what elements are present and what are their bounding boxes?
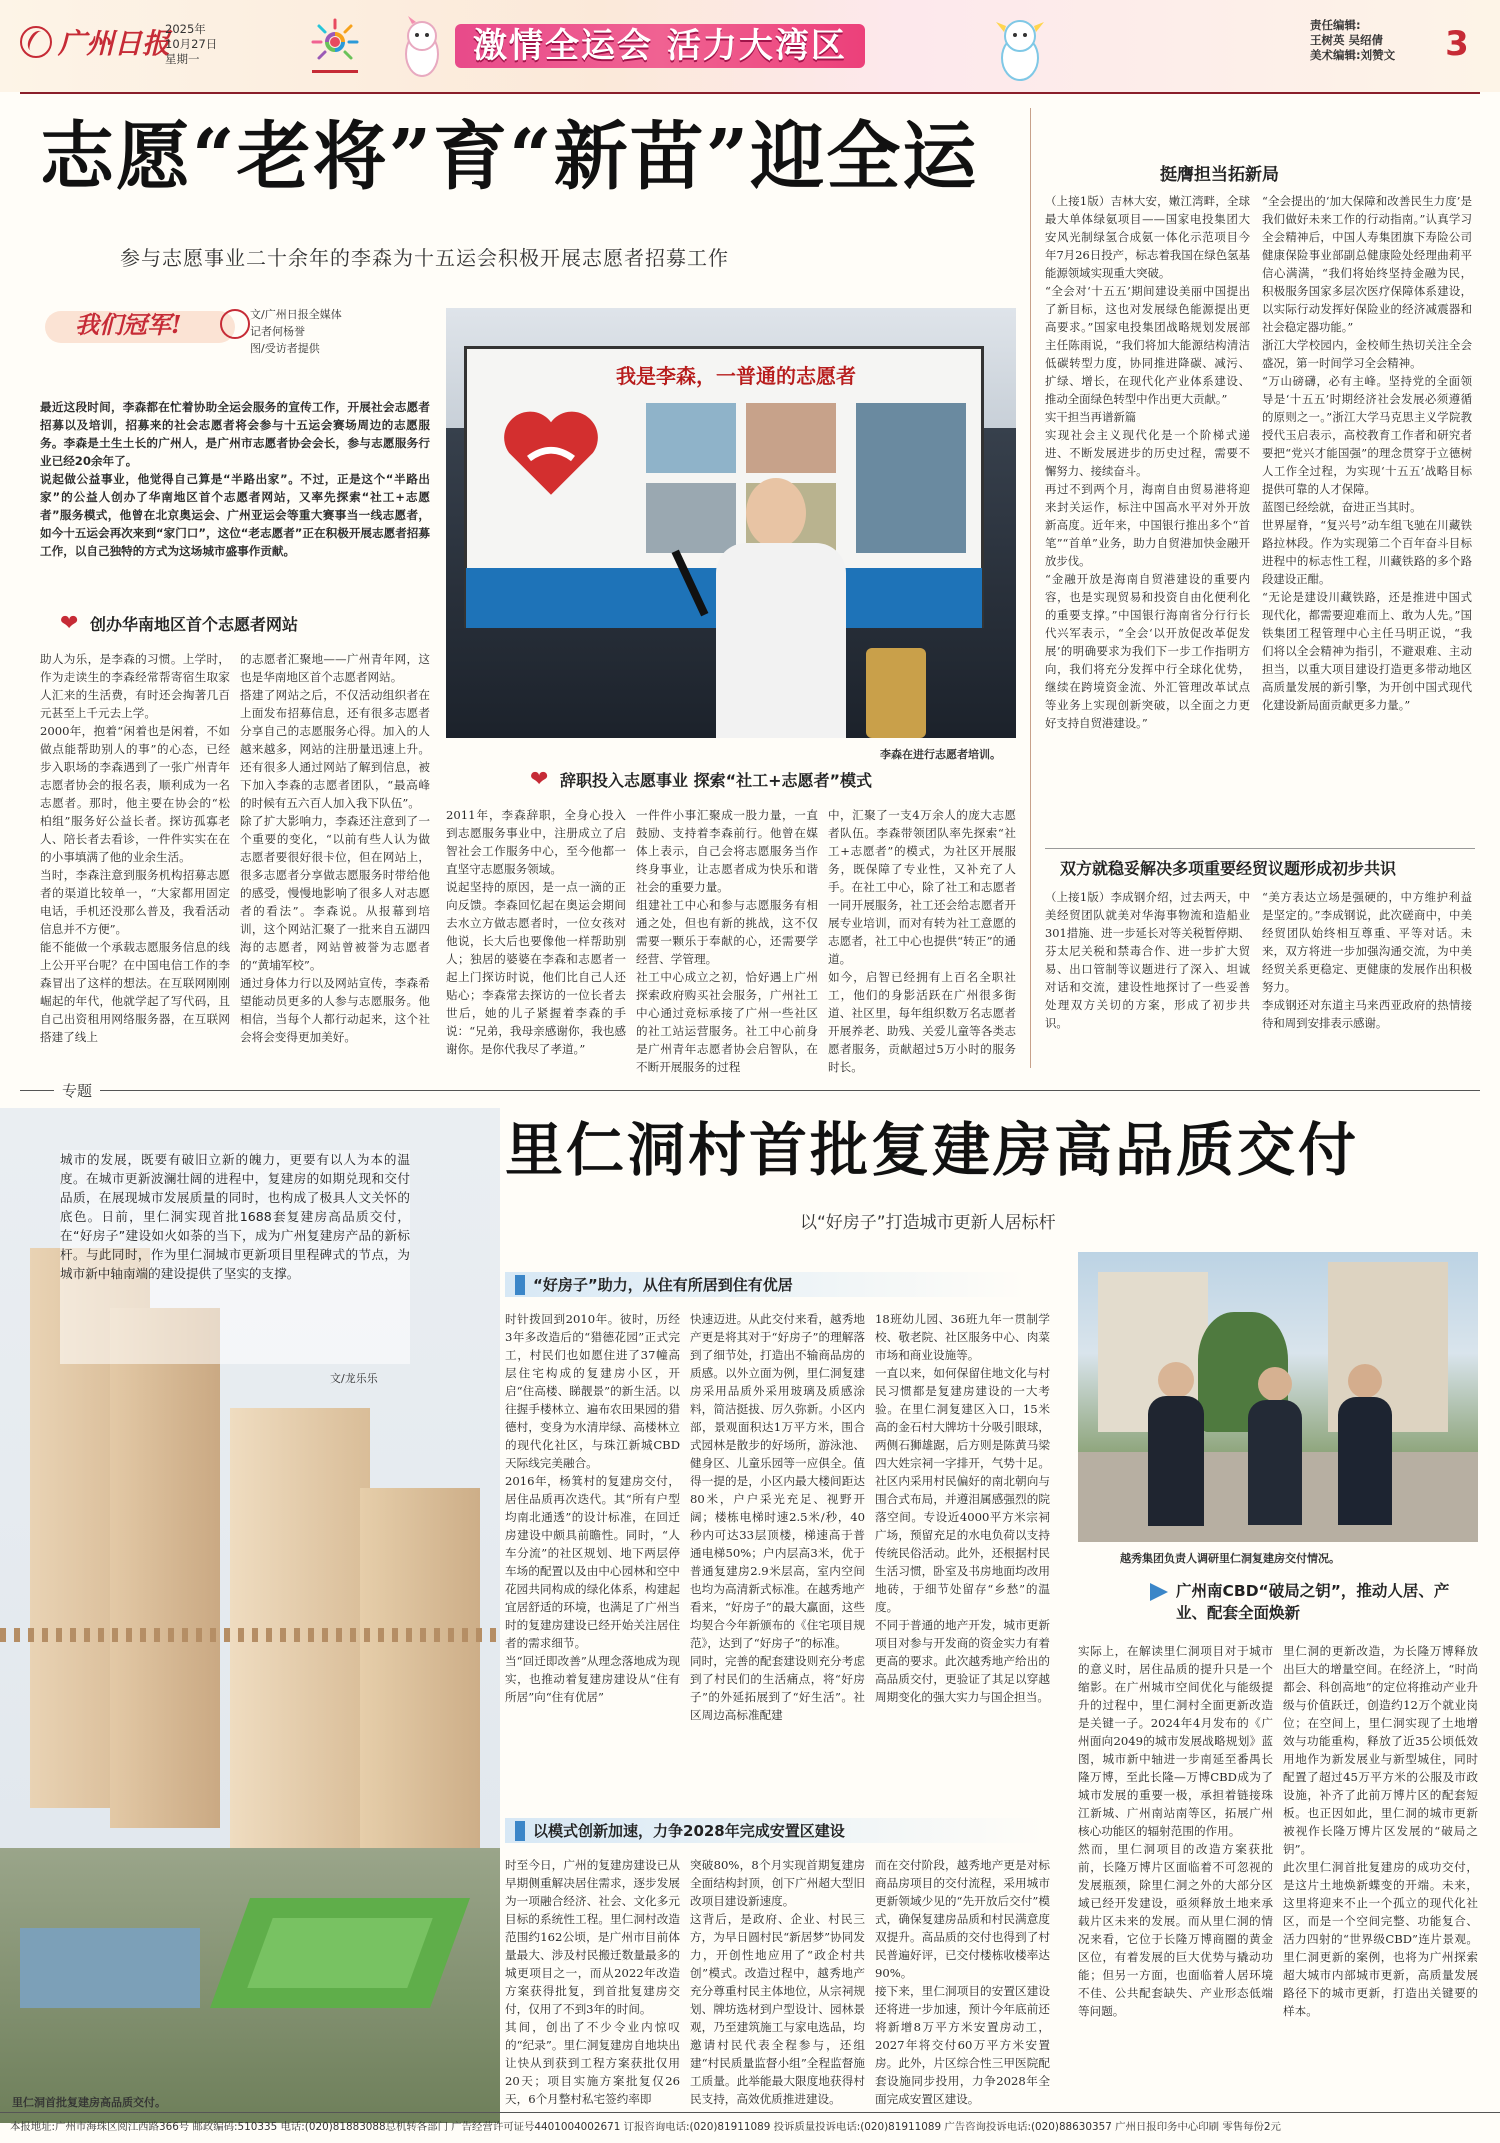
section2-column-3: 中，汇聚了一支4万余人的庞大志愿者队伍。李森带领团队率先探索“社工+志愿者”的模式，为社区开展服务，既保障了专业性，又补充了人手。在社工中心，除了社工和志愿者一同开展服务，社工还会给志愿者开展专业培训，而对有转为社工意愿的志愿者，社工中心也提供“转正”的通道。 如今，启智已经拥有上百名全职社工，他们的身影活跃在广州很多街道、社区里，每年组织数万名志愿者开展养老、助残、关爱儿童等各类志愿者服务，贡献超过5万小时的服务时长。 (828, 808, 1016, 1074)
chevron-icon (1150, 1583, 1168, 1601)
section2-column-1: 2011年，李森辞职，全身心投入到志愿服务事业中，注册成立了启智社会工作服务中心，至今他都一直坚守志愿服务领域。 说起坚持的原因，是一点一滴的正向反馈。李森回忆起在奥运会期间去水立方做志愿者时，一位女孩对他说，长大后也要像他一样帮助别人；独居的婆婆在李森和志愿者一起上门探访时说，他们比自己人还贴心；李森常去探访的一位长者去世后，她的儿子紧握着李森的手说：“兄弟，我母亲感谢你，我也感谢你。是你代我尽了孝道。” (446, 808, 626, 1056)
feature-byline: 文/龙乐乐 (330, 1372, 378, 1385)
right-section-2-title: 双方就稳妥解决多项重要经贸议题形成初步共识 (1060, 859, 1397, 878)
photo-caption: 李森在进行志愿者培训。 (880, 748, 1001, 761)
feature-headline: 里仁洞村首批复建房高品质交付 (505, 1116, 1360, 1184)
section-heading-1: ❤ 创办华南地区首个志愿者网站 (60, 610, 299, 636)
section-heading-2: ❤ 辞职投入志愿事业 探索“社工+志愿者”模式 (530, 766, 873, 792)
feature-column-5: 里仁洞的更新改造，为长隆万博释放出巨大的增量空间。在经济上，“时尚都会、科创高地”的定位将推动产业升级与价值跃迁，创造约12万个就业岗位；在空间上，里仁洞实现了土地增效与功能重构，释放了近35公顷低效用地作为新发展业与新型城住，同时配置了超过45万平方米的公服及市政设施，补齐了此前万博片区的配套短板。也正因如此，里仁洞的城市更新被视作长隆万博片区发展的“破局之钥”。 此次里仁洞首批复建房的成功交付，是这片土地焕新蝶变的开端。未来，这里将迎来不止一个孤立的现代化社区，而是一个空间完整、功能复合、活力四射的“世界级CBD”连片景观。里仁洞更新的案例，也将为广州探索超大城市内部城市更新，高质量发展路径下的城市更新，打造出关键要的样本。 (1283, 1644, 1478, 2018)
feature-column-1: 时针拨回到2010年。彼时，历经3年多改造后的“猎德花园”正式完工，村民们也如愿住进了37幢高层住宅构成的复建房小区，开启“住高楼、睇靓景”的新生活。以往握手楼林立、遍布农田果园的猎德村，变身为水清岸绿、高楼林立的现代化社区，与珠江新城CBD天际线完美融合。 2016年，杨箕村的复建房交付，居住品质再次迭代。其“所有户型均南北通透”的设计标准，在回迁房建设中颇具前瞻性。同时，“人车分流”的社区规划、地下两层停车场的配置以及由中心园林和空中花园共同构成的绿化体系，构建起宜居舒适的环境，也满足了广州当时的复建房建设已经开始关注居住者的需求细节。 当“回迁即改善”从理念落地成为现实，也推动着复建房建设从“住有所居”向“住有优居” (505, 1312, 680, 1704)
heart-icon-2: ❤ (530, 766, 549, 792)
right-column-2: “全会提出的‘加大保障和改善民生力度’是我们做好未来工作的行动指南。”认真学习全会精神后，中国人寿集团旗下寿险公司健康保险事业部副总健康险处经理曲莉平信心满满，“我们将始终坚持金融为民，积极服务国家多层次医疗保障体系建设，以实际行动发挥好保险业的经济减震器和社会稳定器功能。” 浙江大学校园内，金校师生热切关注全会盛况，第一时间学习全会精神。 “万山磅礴，必有主峰。坚持党的全面领导是‘十五五’时期经济社会发展必须遵循的原则之一。”浙江大学马克思主义学院教授代玉启表示，高校教育工作者和研究者要把“党兴才能国强”的理念贯穿于立德树人工作全过程，为实现‘十五五’战略目标提供可靠的人才保障。 蓝图已经绘就，奋进正当其时。 世界屋脊，“复兴号”动车组飞驰在川藏铁路拉林段。作为实现第二个百年奋斗目标进程中的标志性工程，川藏铁路的多个路段建设正酣。 “无论是建设川藏铁路，还是推进中国式现代化，都需要迎难而上、敢为人先。”国铁集团工程管理中心主任马明正说，“我们将以全会精神为指引，不避艰难、主动担当，以重大项目建设打造更多带动地区高质量发展的新引擎，为开创中国式现代化建设新局面贡献更多力量。” (1262, 194, 1472, 712)
section2-column-2: 一件件小事汇聚成一股力量，一直鼓励、支持着李森前行。他曾在媒体上表示，自己会将志愿服务当作终身事业，让志愿者成为快乐和谐社会的重要力量。 组建社工中心和参与志愿服务有相通之处，但也有新的挑战，这不仅需要一颗乐于奉献的心，还需要学经营、学管理。 社工中心成立之初，恰好遇上广州探索政府购买社会服务，广州社工中心通过竞标承接了广州一些社区的社工站运营服务。社工中心前身是广州青年志愿者协会启智队，在不断开展服务的过程 (636, 808, 818, 1074)
training-photo (446, 308, 1016, 738)
feature-subheadline: 以“好房子”打造城市更新人居标杆 (800, 1213, 1056, 1233)
page-subtitle: 参与志愿事业二十余年的李森为十五运会积极开展志愿者招募工作 (120, 246, 729, 270)
heart-logo-icon (496, 398, 606, 508)
page-title: 志愿“老将”育“新苗”迎全运 (40, 114, 979, 200)
feature-section-2-heading: 广州南CBD“破局之钥”，推动人居、产业、配套全面焕新 (1150, 1580, 1470, 1624)
section1-column-1: 助人为乐，是李森的习惯。上学时，作为走读生的李森经常帮寄宿生取家人汇来的生活费，有时还会掏著几百元甚至上千元去上学。 2000年，抱着“闲着也是闲着，不如做点能帮助别人的事”的心态，已经步入职场的李森遇到了一张广州青年志愿者协会的报名表，顺利成为一名志愿者。那时，他主要在协会的“松柏组”服务好公益长者。探访孤寡老人、陪长者去看诊，一件件实实在在的小事填满了他的业余生活。 当时，李森注意到服务机构招募志愿者的渠道比较单一，“大家都用固定电话，手机还没那么普及，我看活动信息并不方便”。 能不能做一个承载志愿服务信息的线上公开平台呢？在中国电信工作的李森冒出了这样的想法。在互联网刚刚崛起的年代，他就学起了写代码，且自己出资租用网络服务器，在互联网搭建了线上 (40, 652, 230, 1044)
right-column-divider (1030, 108, 1031, 1068)
heart-icon: ❤ (60, 610, 79, 636)
paper-logo (20, 22, 170, 62)
footer-rule (0, 2112, 1500, 2113)
feature-column-8: 而在交付阶段，越秀地产更是对标商品房项目的交付流程，采用城市更新领域少见的“先开放后交付”模式，确保复建房品质和村民满意度双提升。高品质的交付也得到了村民普遍好评，已交付楼栋收楼率达90%。 接下来，里仁洞项目的安置区建设还将进一步加速，预计今年底前还将新增8万平方米安置房动工，2027年将交付60万平方米安置房。此外，片区综合性三甲医院配套设施同步投用，力争2028年全面完成安置区建设。 (875, 1858, 1050, 2106)
feature-rule (20, 1090, 1480, 1091)
footer-info: 本报地址:广州市海珠区阅江西路366号 邮政编码:510335 电话:(020)81883088总机转各部门 广告经营许可证号4401004002671 订报咨询电话:(020)81911089 投诉质量投诉电话:(020)81911089 广告咨询投诉电话:(020)88630357 广州日报印务中心印刷 零售每份2元 (10, 2121, 1281, 2133)
stamp-seal-icon (220, 309, 250, 339)
editor-block: 责任编辑: 王树英 吴绍倩 美术编辑:刘赞文 (1310, 18, 1396, 62)
issue-date: 2025年 10月27日 星期一 (165, 22, 218, 66)
right-column-1: （上接1版）吉林大安，嫩江湾畔，全球最大单体绿氨项目——国家电投集团大安风光制绿氢合成氨一体化示范项目今年7月26日投产，标志着我国在绿色氢基能源领域实现重大突破。 “全会对‘十五五’期间建设美丽中国提出了新目标，这也对发展绿色能源提出更高要求。”国家电投集团战略规划发展部主任陈雨说，“我们将加大能源结构清洁低碳转型力度，协同推进降碳、减污、扩绿、增长，在现代化产业体系建设、推动全面绿色转型中作出更大贡献。” 实干担当再谱新篇 实现社会主义现代化是一个阶梯式递进、不断发展进步的历史过程，需要不懈努力、接续奋斗。 再过不到两个月，海南自由贸易港将迎来封关运作，标注中国高水平对外开放新高度。近年来，中国银行推出多个“首笔”“首单”业务，助力自贸港加快金融开放步伐。 “金融开放是海南自贸港建设的重要内容，也是实现贸易和投资自由化便利化的重要支撑。”中国银行海南省分行行长代兴军表示，“全会‘以开放促改革促发展’的明确要求为我们下一步工作指明方向，我们将充分发挥中行全球化优势，继续在跨境资金流、外汇管理改革试点等业务上实现创新突破，以全面之力更好支持自贸港建设。” (1045, 194, 1250, 730)
feature-label: 专题 (54, 1080, 100, 1101)
slide-title: 我是李森，一普通的志愿者 (616, 364, 856, 388)
section-marker-icon-2 (515, 1821, 525, 1841)
logo-icon (20, 26, 52, 58)
inspection-photo (1078, 1252, 1478, 1542)
feature-column-6: 时至今日，广州的复建房建设已从早期侧重解决居住需求，逐步发展为一项融合经济、社会、文化多元目标的系统性工程。里仁洞村改造范围约162公顷，是广州市目前体量最大、涉及村民搬迁数量最多的城更项目之一，而从2022年改造方案获得批复，到首批复建房交付，仅用了不到3年的时间。 其间，创出了不少令业内惊叹的“纪录”。里仁洞复建房自地块出让快从到获到工程方案获批仅用20天；项目实施方案批复仅26天，6个月整村私宅签约率即 (505, 1858, 680, 2106)
feature-intro: 城市的发展，既要有破旧立新的魄力，更要有以人为本的温度。在城市更新波澜壮阔的进程中，复建房的如期兑现和交付品质，在展现城市发展质量的同时，也构成了极具人文关怀的底色。日前，里仁洞实现首批1688套复建房高品质交付，在“好房子”建设如火如荼的当下，成为广州复建房产品的新标杆。与此同时，作为里仁洞城市更新项目里程碑式的节点，为城市新中轴南端的建设提供了坚实的支撑。 (60, 1150, 410, 1364)
right-column-3: （上接1版）李成钢介绍，过去两天，中美经贸团队就美对华海事物流和造船业301措施、进一步延长对等关税暂停期、芬太尼关税和禁毒合作、进一步扩大贸易、出口管制等议题进行了深入、坦诚对话和交流，建设性地探讨了一些妥善处理双方关切的方案，形成了初步共识。 (1045, 890, 1250, 1030)
champion-stamp (45, 305, 245, 351)
mascot-left (400, 14, 444, 82)
feature-column-2: 快速迈进。从此交付来看，越秀地产更是将其对于“好房子”的理解落到了细节处，打造出不输商品房的质感。以外立面为例，里仁洞复建房采用品质外采用玻璃及质感涂料，简洁挺拔、厉久弥新。小区内部，景观面积达1万平方米，围合式园林是散步的好场所，游泳池、健身区、儿童乐园等一应俱全。值得一提的是，小区内最大楼间距达80米，户户采光充足、视野开阔；楼栋电梯时速2.5米/秒，40秒内可达33层顶楼，梯速高于普通电梯50%；户内层高3米，优于普通复建房2.9米层高，室内空间也均为高清新式标准。在越秀地产看来，“好房子”的最大赢面，这些均契合今年新颁布的《住宅项目规范》，达到了“好房子”的标准。 同时，完善的配套建设则充分考虑到了村民们的生活痛点，将“好房子”的外延拓展到了“好生活”。社区周边高标准配建 (690, 1312, 865, 1722)
feature-column-4: 实际上，在解读里仁洞项目对于城市的意义时，居住品质的提升只是一个缩影。在广州城市空间优化与能级提升的过程中，里仁洞村全面更新改造是关键一子。2024年4月发布的《广州面向2049的城市发展战略规划》蓝图，城市新中轴进一步南延至番禺长隆万博，至此长隆—万博CBD成为了城市发展的重要一极，承担着链接珠江新城、广州南站南等区，拓展广州核心功能区的辐射范围的作用。 然而，里仁洞项目的改造方案获批前，长隆万博片区面临着不可忽视的发展瓶颈，除里仁洞之外的大部分区域已经开发建设，亟须释放土地来承载片区未来的发展。而从里仁洞的情况来看，它位于长隆万博商圈的黄金区位，有着发展的巨大优势与撬动功能；但另一方面，也面临着人居环境不佳、公共配套缺失、产业形态低端等问题。 (1078, 1644, 1273, 2018)
section-marker-icon (515, 1275, 525, 1295)
byline: 文/广州日报全媒体 记者何杨誉 图/受访者提供 (250, 308, 342, 355)
right-photo-caption: 越秀集团负责人调研里仁洞复建房交付情况。 (1120, 1552, 1340, 1565)
banner-title: 激情全运会 活力大湾区 (455, 24, 865, 68)
feature-section-1-heading: “好房子”助力，从住有所居到住有优居 (505, 1272, 1025, 1297)
games-emblem (300, 12, 370, 82)
right-column-4: “美方表达立场是强硬的，中方维护利益是坚定的。”李成钢说，此次磋商中，中美经贸团队始终相互尊重、平等对话。未来，双方将进一步加强沟通交流，为中美经贸关系更稳定、更健康的发展作出积极努力。 李成钢还对东道主马来西亚政府的热情接待和周到安排表示感谢。 (1262, 890, 1472, 1030)
feature-column-7: 突破80%，8个月实现首期复建房全面结构封顶，创下广州超大型旧改项目建设新速度。 这背后，是政府、企业、村民三方，为早日圆村民“新居梦”协同发力，开创性地应用了“政企村共创”模式。改造过程中，越秀地产充分尊重村民主体地位，从宗祠规划、牌坊选材到户型设计、园林景观，乃至建筑施工与家电选品，均邀请村民代表全程参与，还组建“村民质量监督小组”全程监督施工质量。此举能最大限度地获得村民支持，高效优质推进建设。 (690, 1858, 865, 2106)
feature-section-3-heading: 以模式创新加速，力争2028年完成安置区建设 (505, 1818, 1045, 1843)
lead-paragraph: 最近这段时间，李森都在忙着协助全运会服务的宣传工作，开展社会志愿者招募以及培训，招募来的社会志愿者将会参与十五运会赛场周边的志愿服务。李森是土生土长的广州人，是广州市志愿者协会会长，参与志愿服务行业已经20余年了。 说起做公益事业，他觉得自己算是“半路出家”。不过，正是这个“半路出家”的公益人创办了华南地区首个志愿者网站，又率先探索“社工+志愿者”服务模式，他曾在北京奥运会、广州亚运会等重大赛事当一线志愿者，如今十五运会再次来到“家门口”，这位“老志愿者”正在积极开展志愿者招募工作，以自己独特的方式为这场城市盛事作贡献。 (40, 400, 430, 558)
paper-name: 广州日报 (58, 27, 171, 60)
feature-column-3: 18班幼儿园、36班九年一贯制学校、敬老院、社区服务中心、肉菜市场和商业设施等。 一直以来，如何保留住地文化与村民习惯都是复建房建设的一大考验。在里仁洞复建区入口，15米高的金石村大牌坊十分吸引眼球，两侧石狮雄踞，后方则是陈黄马梁四大姓宗祠一字排开，气势十足。社区内采用村民偏好的南北朝向与围合式布局，并遵泪属感强烈的院落空间。专设近4000平方米宗祠广场，预留充足的水电负荷以支持传统民俗活动。此外，还根据村民生活习惯，卧室及书房地面均改用地砖，于细节处留存“乡愁”的温度。 不同于普通的地产开发，城市更新项目对参与开发商的资金实力有着更高的要求。此次越秀地产给出的高品质交付，更验证了其足以穿越周期变化的强大实力与国企担当。 (875, 1312, 1050, 1704)
right-rule (1045, 848, 1475, 849)
section1-column-2: 的志愿者汇聚地——广州青年网，这也是华南地区首个志愿者网站。 搭建了网站之后，不仅活动组织者在上面发布招募信息，还有很多志愿者分享自己的志愿服务心得。加入的人越来越多，网站的注册量迅速上升。还有很多人通过网站了解到信息，被下加入李森的志愿者团队，“最高峰的时候有五六百人加入我下队伍”。 除了扩大影响力，李森还注意到了一个重要的变化，“以前有些人认为做志愿者要很好很卡位，但在网站上，很多志愿者分享做志愿服务时带给他的感受，慢慢地影响了很多人对志愿者的看法”。李森说。从报幕到培训，这个网站汇聚了一批来自五湖四海的志愿者，网站曾被誉为志愿者的“黄埔军校”。 通过身体力行以及网站宣传，李森希望能动员更多的人参与志愿服务。他相信，当每个人都行动起来，这个社会将会变得更加美好。 (240, 652, 430, 1044)
right-section-1-title: 挺膺担当拓新局 (1160, 165, 1279, 185)
stamp-text: 我们冠军! (75, 310, 182, 339)
mascot-right (990, 12, 1050, 84)
page-number: 3 (1445, 24, 1469, 64)
left-photo-caption: 里仁洞首批复建房高品质交付。 (12, 2096, 166, 2109)
header-rule (20, 92, 1480, 94)
